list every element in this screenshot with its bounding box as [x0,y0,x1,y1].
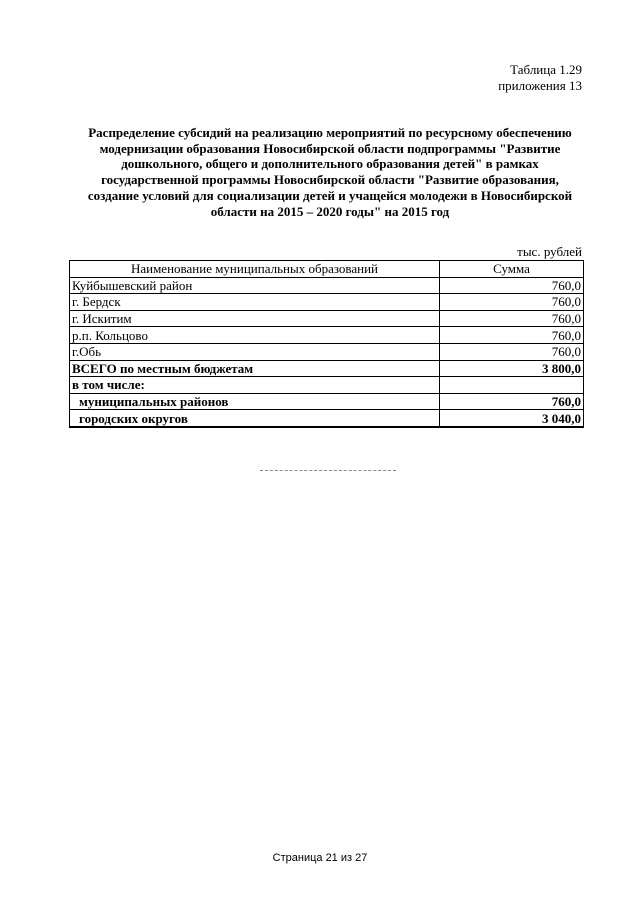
table-header-row [70,261,584,278]
appendix-number: приложения 13 [498,78,582,93]
including-row [70,377,584,394]
document-title: Распределение субсидий на реализацию мероприятий по ресурсному обеспечению модернизации образования Новосибирской области подпрограммы "Развитие дошкольного, общего и дополнительного образования детей" в рамках государственной программы Новосибирской области "Развитие образования, создание условий для социализации детей и учащейся молодежи в Новосибирской области на 2015 – 2020 годы" на 2015 год [87,125,573,219]
municipality-name: г. Бердск [70,294,440,311]
municipality-amount: 760,0 [440,327,584,344]
including-label: в том числе: [70,377,440,394]
breakdown-amount: 760,0 [440,393,584,410]
section-separator [260,470,396,471]
units-label: тыс. рублей [517,244,582,259]
breakdown-row [70,410,584,427]
municipality-name: г. Искитим [70,310,440,327]
breakdown-label: муниципальных районов [70,393,440,410]
subsidy-table [69,260,584,428]
table-row [70,277,584,294]
table-row [70,343,584,360]
table-row [70,294,584,311]
municipality-name: р.п. Кольцово [70,327,440,344]
table-row [70,310,584,327]
column-header-name: Наименование муниципальных образований [70,261,440,278]
municipality-amount: 760,0 [440,277,584,294]
breakdown-row [70,393,584,410]
total-amount: 3 800,0 [440,360,584,377]
table-row [70,327,584,344]
municipality-name: Куйбышевский район [70,277,440,294]
column-header-amount: Сумма [440,261,584,278]
municipality-name: г.Обь [70,343,440,360]
municipality-amount: 760,0 [440,294,584,311]
including-empty-cell [440,377,584,394]
municipality-amount: 760,0 [440,343,584,360]
table-number: Таблица 1.29 [510,62,582,77]
breakdown-label: городских округов [70,410,440,427]
page-footer: Страница 21 из 27 [272,852,368,864]
table-reference [498,62,582,94]
breakdown-amount: 3 040,0 [440,410,584,427]
municipality-amount: 760,0 [440,310,584,327]
total-label: ВСЕГО по местным бюджетам [70,360,440,377]
total-row [70,360,584,377]
